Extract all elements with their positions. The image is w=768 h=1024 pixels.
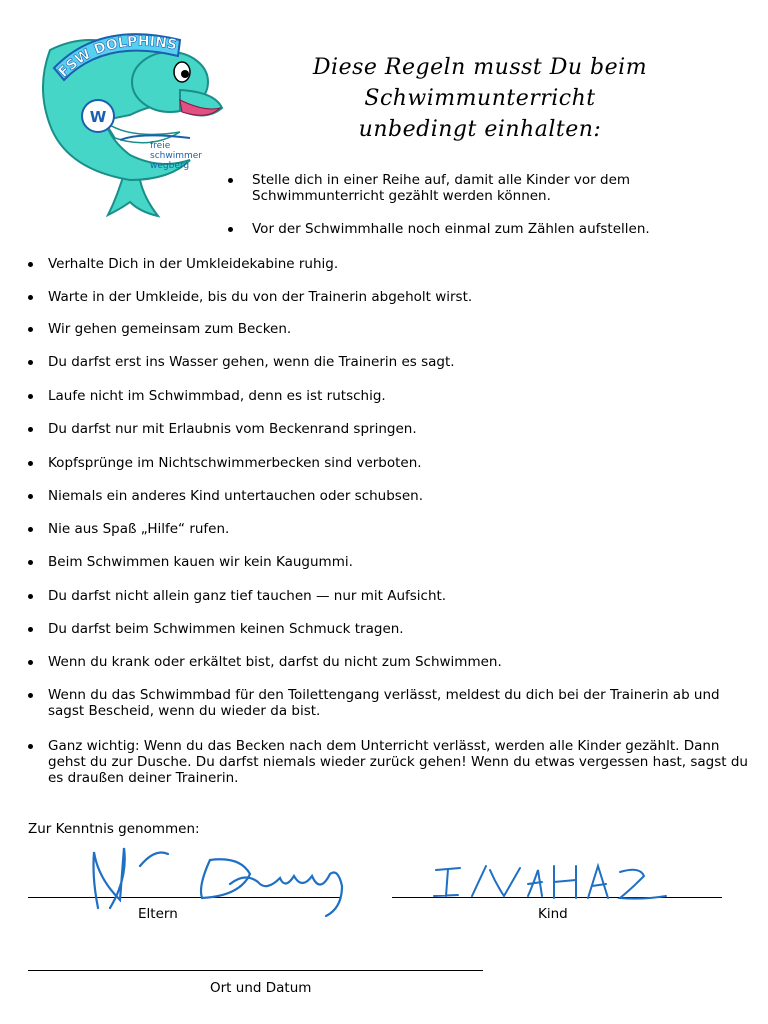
rule-text: Du darfst nicht allein ganz tief tauchen — nur mit Aufsicht. <box>48 588 447 604</box>
fsw-dolphins-logo <box>30 20 230 230</box>
rule-text: Warte in der Umkleide, bis du von der Trainerin abgeholt wirst. <box>48 289 473 305</box>
rule-text: Stelle dich in einer Reihe auf, damit alle Kinder vor dem Schwimmunterricht gezählt werden können. <box>252 172 631 204</box>
list-item <box>28 321 291 337</box>
rule-text: Du darfst nur mit Erlaubnis vom Beckenrand springen. <box>48 421 417 437</box>
acknowledgement-label: Zur Kenntnis genommen: <box>28 821 200 837</box>
list-item <box>28 554 353 570</box>
rule-text: Wenn du krank oder erkältet bist, darfst du nicht zum Schwimmen. <box>48 654 502 670</box>
page-title <box>270 52 690 145</box>
list-item <box>28 621 404 637</box>
belly-stripe <box>105 122 180 143</box>
list-item <box>28 421 417 437</box>
place-date-label: Ort und Datum <box>210 980 312 996</box>
list-item <box>28 488 423 504</box>
list-item <box>28 588 446 604</box>
parent-signature <box>80 838 365 918</box>
dolphin-pupil <box>181 70 189 78</box>
rule-text: Laufe nicht im Schwimmbad, denn es ist rutschig. <box>48 388 386 404</box>
title-line: Diese Regeln musst Du beim <box>312 55 648 80</box>
parents-label: Eltern <box>138 906 178 922</box>
rule-text: Ganz wichtig: Wenn du das Becken nach dem Unterricht verlässt, werden alle Kinder gezählt. Dann gehst du zur Dusche. Du darfst niemals wieder zurück gehen! Wenn du etwas vergessen hast, sagst du es draußen deiner Trainerin. <box>48 738 748 786</box>
list-item <box>28 521 229 537</box>
rule-text: Nie aus Spaß „Hilfe“ rufen. <box>48 521 230 537</box>
rule-text: Wenn du das Schwimmbad für den Toilettengang verlässt, meldest du dich bei der Trainerin ab und sagst Bescheid, wenn du wieder da bist. <box>48 687 720 719</box>
rule-text: Vor der Schwimmhalle noch einmal zum Zählen aufstellen. <box>252 221 650 237</box>
list-item <box>28 687 748 719</box>
place-date-line <box>28 970 483 971</box>
list-item <box>28 388 386 404</box>
rule-text: Niemals ein anderes Kind untertauchen oder schubsen. <box>48 488 423 504</box>
child-signature <box>430 862 670 902</box>
list-item <box>228 172 748 204</box>
title-line: unbedingt einhalten: <box>358 117 602 142</box>
rule-text: Wir gehen gemeinsam zum Becken. <box>48 321 292 337</box>
logo-emblem-letter: W <box>89 108 107 126</box>
list-item <box>28 738 748 786</box>
child-label: Kind <box>538 906 568 922</box>
list-item <box>28 289 472 305</box>
list-item <box>28 354 455 370</box>
list-item <box>228 221 650 237</box>
list-item <box>28 654 502 670</box>
rule-text: Kopfsprünge im Nichtschwimmerbecken sind verboten. <box>48 455 422 471</box>
rule-text: Verhalte Dich in der Umkleidekabine ruhig. <box>48 256 339 272</box>
rule-text: Du darfst beim Schwimmen keinen Schmuck tragen. <box>48 621 404 637</box>
rule-text: Du darfst erst ins Wasser gehen, wenn die Trainerin es sagt. <box>48 354 455 370</box>
title-line: Schwimmunterricht <box>364 86 596 111</box>
logo-club-text: freie schwimmer wegberg <box>150 141 202 171</box>
rule-text: Beim Schwimmen kauen wir kein Kaugummi. <box>48 554 353 570</box>
list-item <box>28 455 422 471</box>
list-item <box>28 256 338 272</box>
logo-banner-text: FSW DOLPHINS <box>55 33 179 81</box>
